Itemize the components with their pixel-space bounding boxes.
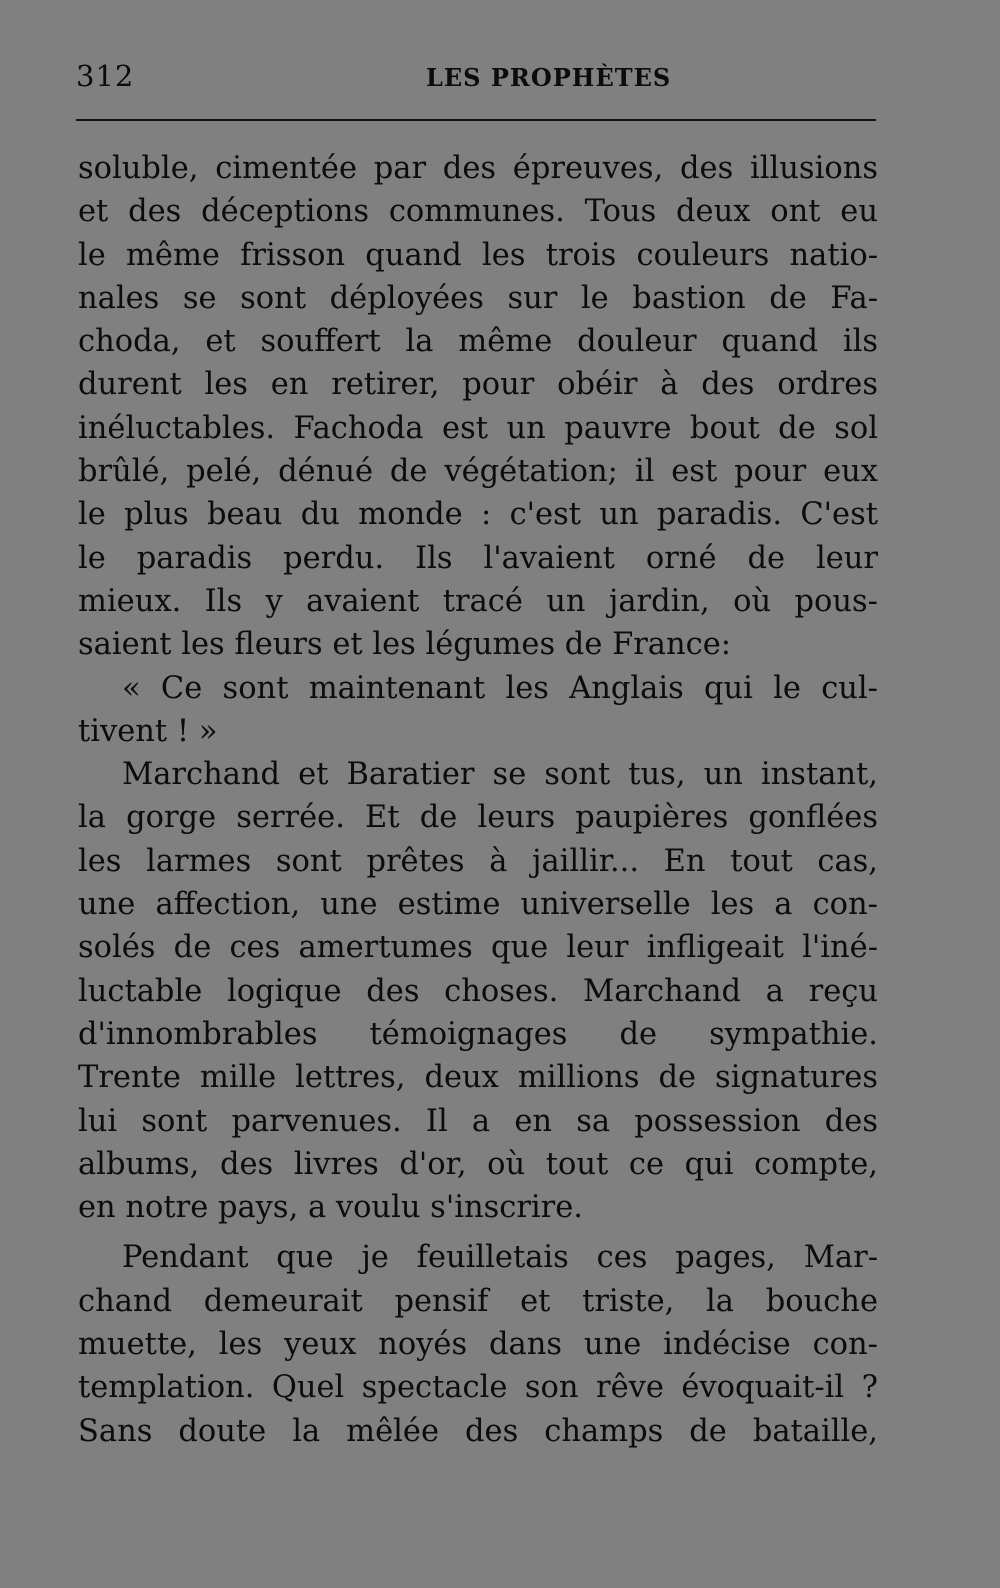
text-line: nales se sont déployées sur le bastion de Fa-: [78, 280, 878, 316]
text-line: Marchand et Baratier se sont tus, un instant,: [122, 757, 878, 793]
text-line: luctable logique des choses. Marchand a reçu: [78, 973, 878, 1009]
text-line: templation. Quel spectacle son rêve évoquait-il ?: [78, 1370, 878, 1406]
text-line: en notre pays, a voulu s'inscrire.: [78, 1190, 583, 1226]
text-line: albums, des livres d'or, où tout ce qui compte,: [78, 1146, 878, 1182]
text-line: les larmes sont prêtes à jaillir... En tout cas,: [78, 843, 878, 879]
text-line: solés de ces amertumes que leur infligeait l'iné-: [78, 930, 878, 966]
text-line: le même frisson quand les trois couleurs natio-: [78, 237, 878, 273]
text-line: muette, les yeux noyés dans une indécise con-: [78, 1327, 878, 1363]
text-line: une affection, une estime universelle les a con-: [78, 887, 878, 923]
text-line: lui sont parvenues. Il a en sa possession des: [78, 1103, 878, 1139]
text-line: d'innombrables témoignages de sympathie.: [78, 1016, 878, 1052]
text-line: mieux. Ils y avaient tracé un jardin, où pous-: [78, 583, 878, 619]
text-line: « Ce sont maintenant les Anglais qui le cul-: [122, 670, 878, 706]
text-line: et des déceptions communes. Tous deux ont eu: [78, 194, 878, 230]
text-line: Pendant que je feuilletais ces pages, Mar-: [122, 1240, 878, 1276]
text-line: brûlé, pelé, dénué de végétation; il est pour eux: [78, 454, 878, 490]
text-line: Sans doute la mêlée des champs de bataille,: [78, 1413, 878, 1449]
text-line: le plus beau du monde : c'est un paradis. C'est: [78, 497, 878, 533]
text-line: Trente mille lettres, deux millions de signatures: [78, 1060, 878, 1096]
body-text: [78, 147, 878, 1453]
text-line: le paradis perdu. Ils l'avaient orné de leur: [78, 540, 878, 576]
page-number: 312: [76, 59, 135, 93]
text-line: inéluctables. Fachoda est un pauvre bout de sol: [78, 410, 878, 446]
running-title: LES PROPHÈTES: [426, 63, 672, 92]
header-rule: [76, 119, 876, 121]
paragraph-gap: [78, 1229, 878, 1236]
text-line: chand demeurait pensif et triste, la bouche: [78, 1283, 878, 1319]
text-line: soluble, cimentée par des épreuves, des illusions: [78, 151, 878, 186]
page-header: [76, 56, 876, 96]
text-line: tivent ! »: [78, 713, 218, 749]
text-line: saient les fleurs et les légumes de France:: [78, 627, 732, 663]
text-line: choda, et souffert la même douleur quand ils: [78, 324, 878, 360]
text-line: durent les en retirer, pour obéir à des ordres: [78, 367, 878, 403]
text-line: la gorge serrée. Et de leurs paupières gonflées: [78, 800, 878, 836]
